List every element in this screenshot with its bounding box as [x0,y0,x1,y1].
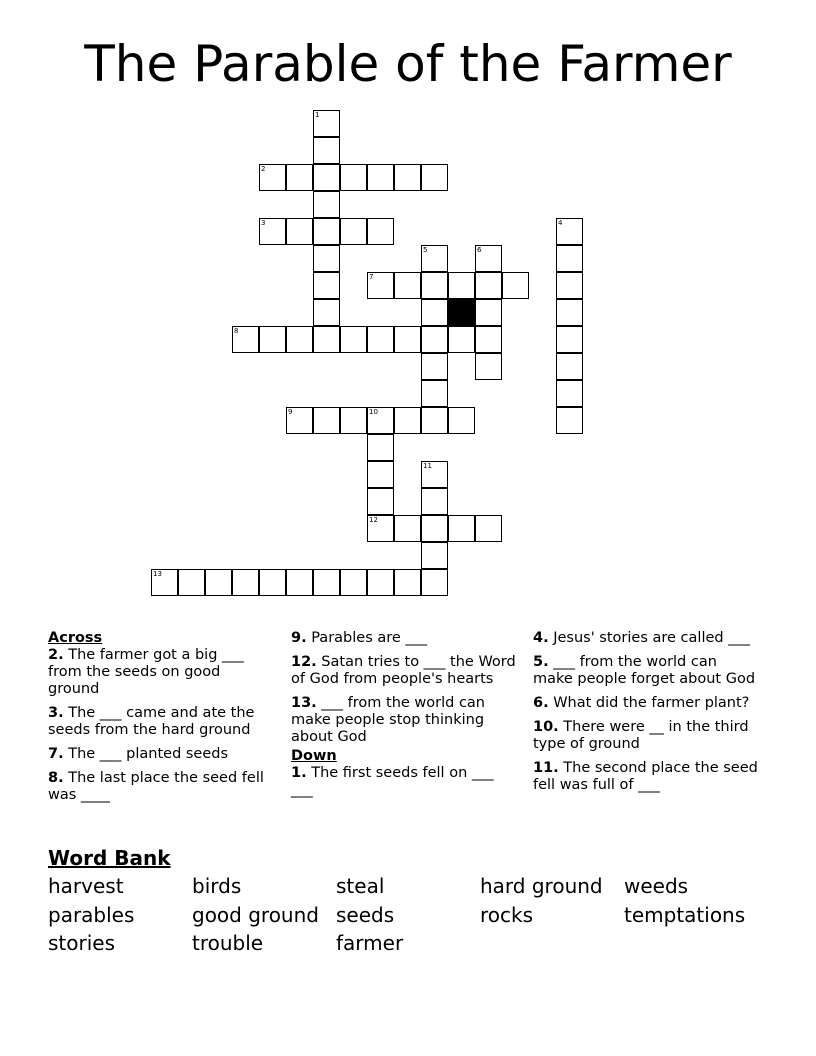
grid-cell[interactable] [313,299,340,326]
grid-cell[interactable] [313,137,340,164]
word-bank-word: good ground [192,903,319,927]
grid-cell[interactable] [475,245,502,272]
clue-text: Jesus' stories are called ___ [548,630,750,646]
clue-text: Parables are ___ [306,630,428,646]
clue-number-label: 6. [533,695,549,711]
clue-number-label: 8. [48,770,64,786]
grid-cell[interactable] [259,164,286,191]
grid-cell-black [448,299,475,326]
grid-cell[interactable] [367,488,394,515]
clue-number: 8 [234,327,239,335]
clue-text: The farmer got a big ___ from the seeds on good ground [48,647,244,697]
clue-text: The first seeds fell on ___ ___ [291,765,494,798]
clue [533,695,758,712]
clue-text: The ___ came and ate the seeds from the hard ground [48,705,255,738]
clue-number: 12 [369,516,378,524]
grid-cell[interactable] [286,164,313,191]
grid-cell[interactable] [367,326,394,353]
clue-number: 4 [558,219,563,227]
grid-cell[interactable] [286,218,313,245]
grid-cell[interactable] [367,569,394,596]
grid-cell[interactable] [421,542,448,569]
clue-number: 5 [423,246,428,254]
grid-cell[interactable] [313,191,340,218]
grid-cell[interactable] [556,245,583,272]
clue-number: 13 [153,570,162,578]
word-bank-word: farmer [336,931,404,955]
clue-number: 3 [261,219,266,227]
grid-cell[interactable] [556,299,583,326]
clue-text: The second place the seed fell was full of ___ [533,760,758,793]
clue-number-label: 12. [291,654,317,670]
clue-number-label: 2. [48,647,64,663]
clue [291,654,516,688]
grid-cell[interactable] [421,299,448,326]
grid-cell[interactable] [394,407,421,434]
clue [533,630,758,647]
clue [291,695,516,746]
grid-cell[interactable] [367,461,394,488]
grid-cell[interactable] [313,245,340,272]
clues-column-2 [291,630,516,806]
grid-cell[interactable] [475,272,502,299]
grid-cell[interactable] [556,407,583,434]
clue [48,705,273,739]
clue-number: 2 [261,165,266,173]
grid-cell[interactable] [421,353,448,380]
grid-cell[interactable] [421,569,448,596]
grid-cell[interactable] [313,110,340,137]
grid-cell[interactable] [286,326,313,353]
word-bank-word: stories [48,931,116,955]
clues-column-3 [533,630,758,801]
word-bank-title: Word Bank [48,846,171,870]
clue-text: What did the farmer plant? [548,695,750,711]
clue-text: ___ from the world can make people stop thinking about God [291,695,485,745]
grid-cell[interactable] [475,299,502,326]
clue-number: 1 [315,111,320,119]
grid-cell[interactable] [556,272,583,299]
word-bank-word: rocks [480,903,534,927]
clue [533,760,758,794]
grid-cell[interactable] [394,515,421,542]
clue-number-label: 5. [533,654,549,670]
grid-cell[interactable] [259,326,286,353]
grid-cell[interactable] [421,164,448,191]
clue-text: Satan tries to ___ the Word of God from people's hearts [291,654,516,687]
grid-cell[interactable] [475,326,502,353]
page-title: The Parable of the Farmer [84,35,732,93]
word-bank-word: hard ground [480,874,603,898]
grid-cell[interactable] [394,272,421,299]
grid-cell[interactable] [286,407,313,434]
grid-cell[interactable] [475,515,502,542]
across-heading: Across [48,630,103,646]
grid-cell[interactable] [421,326,448,353]
grid-cell[interactable] [556,218,583,245]
grid-cell[interactable] [502,272,529,299]
grid-cell[interactable] [340,164,367,191]
grid-cell[interactable] [421,488,448,515]
grid-cell[interactable] [556,380,583,407]
word-bank-word: steal [336,874,385,898]
clue-number-label: 3. [48,705,64,721]
grid-cell[interactable] [313,569,340,596]
grid-cell[interactable] [448,326,475,353]
grid-cell[interactable] [367,434,394,461]
clue-text: The ___ planted seeds [63,746,229,762]
grid-cell[interactable] [556,326,583,353]
clue-text: There were __ in the third type of ground [533,719,749,752]
grid-cell[interactable] [205,569,232,596]
grid-cell[interactable] [340,407,367,434]
grid-cell[interactable] [421,245,448,272]
grid-cell[interactable] [448,407,475,434]
grid-cell[interactable] [367,218,394,245]
word-bank-word: weeds [624,874,689,898]
grid-cell[interactable] [313,272,340,299]
grid-cell[interactable] [178,569,205,596]
grid-cell[interactable] [556,353,583,380]
clue [533,654,758,688]
grid-cell[interactable] [448,272,475,299]
word-bank-word: parables [48,903,135,927]
grid-cell[interactable] [313,407,340,434]
word-bank-word: trouble [192,931,264,955]
grid-cell[interactable] [340,218,367,245]
grid-cell[interactable] [421,515,448,542]
down-heading: Down [291,748,337,764]
clue-number: 11 [423,462,432,470]
grid-cell[interactable] [394,164,421,191]
grid-cell[interactable] [232,326,259,353]
clue-number: 7 [369,273,374,281]
grid-cell[interactable] [286,569,313,596]
grid-cell[interactable] [259,218,286,245]
word-bank-word: seeds [336,903,395,927]
grid-cell[interactable] [448,515,475,542]
grid-cell[interactable] [313,326,340,353]
clue [291,765,516,799]
grid-cell[interactable] [367,515,394,542]
clue-number: 6 [477,246,482,254]
grid-cell[interactable] [421,272,448,299]
grid-cell[interactable] [232,569,259,596]
grid-cell[interactable] [421,461,448,488]
clues-column-1 [48,630,273,811]
grid-cell[interactable] [394,326,421,353]
clue [48,770,273,804]
word-bank-word: temptations [624,903,746,927]
grid-cell[interactable] [475,353,502,380]
clue [48,746,273,763]
grid-cell[interactable] [367,164,394,191]
clue-number-label: 10. [533,719,559,735]
grid-cell[interactable] [421,380,448,407]
grid-cell[interactable] [340,569,367,596]
clue-number-label: 1. [291,765,307,781]
grid-cell[interactable] [151,569,178,596]
clue [533,719,758,753]
grid-cell[interactable] [421,407,448,434]
clue-text: The last place the seed fell was ____ [48,770,264,803]
grid-cell[interactable] [259,569,286,596]
clue-number: 10 [369,408,378,416]
grid-cell[interactable] [367,272,394,299]
word-bank-word: harvest [48,874,124,898]
word-bank-word: birds [192,874,242,898]
grid-cell[interactable] [367,407,394,434]
clue-number-label: 9. [291,630,307,646]
grid-cell[interactable] [394,569,421,596]
clue [291,630,516,647]
grid-cell[interactable] [313,218,340,245]
clue-number-label: 11. [533,760,559,776]
grid-cell[interactable] [340,326,367,353]
clue-number-label: 7. [48,746,64,762]
grid-cell[interactable] [313,164,340,191]
clue [48,647,273,698]
clue-number: 9 [288,408,293,416]
clue-text: ___ from the world can make people forget about God [533,654,756,687]
clue-number-label: 13. [291,695,317,711]
clue-number-label: 4. [533,630,549,646]
